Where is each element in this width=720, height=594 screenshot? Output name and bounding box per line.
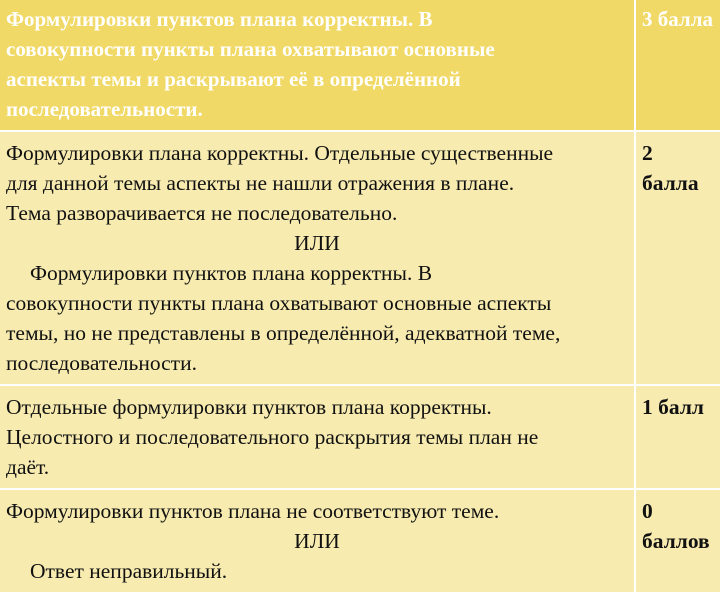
or-separator: ИЛИ <box>294 529 340 553</box>
table-row <box>0 385 720 489</box>
table-row <box>0 489 720 593</box>
criterion-text: аспекты темы и раскрывают её в определённой <box>6 67 461 91</box>
table-row <box>0 131 720 385</box>
criterion-cell <box>0 385 635 489</box>
criterion-text: темы, но не представлены в определённой, адекватной теме, <box>6 321 561 345</box>
score-cell: 3 балла <box>635 0 720 131</box>
score-cell: 0 баллов <box>635 489 720 593</box>
or-separator: ИЛИ <box>294 231 340 255</box>
criterion-text: Формулировки плана корректны. Отдельные существенные <box>6 141 554 165</box>
score-cell: 1 балл <box>635 385 720 489</box>
criterion-text: Целостного и последовательного раскрытия темы план не <box>6 425 539 449</box>
criterion-text: Формулировки пунктов плана не соответствуют теме. <box>6 499 500 523</box>
criterion-text: для данной темы аспекты не нашли отражения в плане. <box>6 171 515 195</box>
criterion-text: совокупности пункты плана охватывают основные аспекты <box>6 291 552 315</box>
criterion-text: последовательности. <box>6 351 197 375</box>
criterion-cell <box>0 131 635 385</box>
criterion-text: последовательности. <box>6 97 203 121</box>
criterion-text: даёт. <box>6 455 50 479</box>
criterion-text: Отдельные формулировки пунктов плана корректны. <box>6 395 492 419</box>
score-cell: 2 балла <box>635 131 720 385</box>
criterion-text: Тема разворачивается не последовательно. <box>6 201 398 225</box>
criterion-cell <box>0 0 635 131</box>
table-row <box>0 0 720 131</box>
criterion-text: Формулировки пунктов плана корректны. В <box>30 261 433 285</box>
criterion-cell <box>0 489 635 593</box>
criterion-text: совокупности пункты плана охватывают основные <box>6 37 495 61</box>
criterion-text: Ответ неправильный. <box>30 559 228 583</box>
criterion-text: Формулировки пунктов плана корректны. В <box>6 7 433 31</box>
